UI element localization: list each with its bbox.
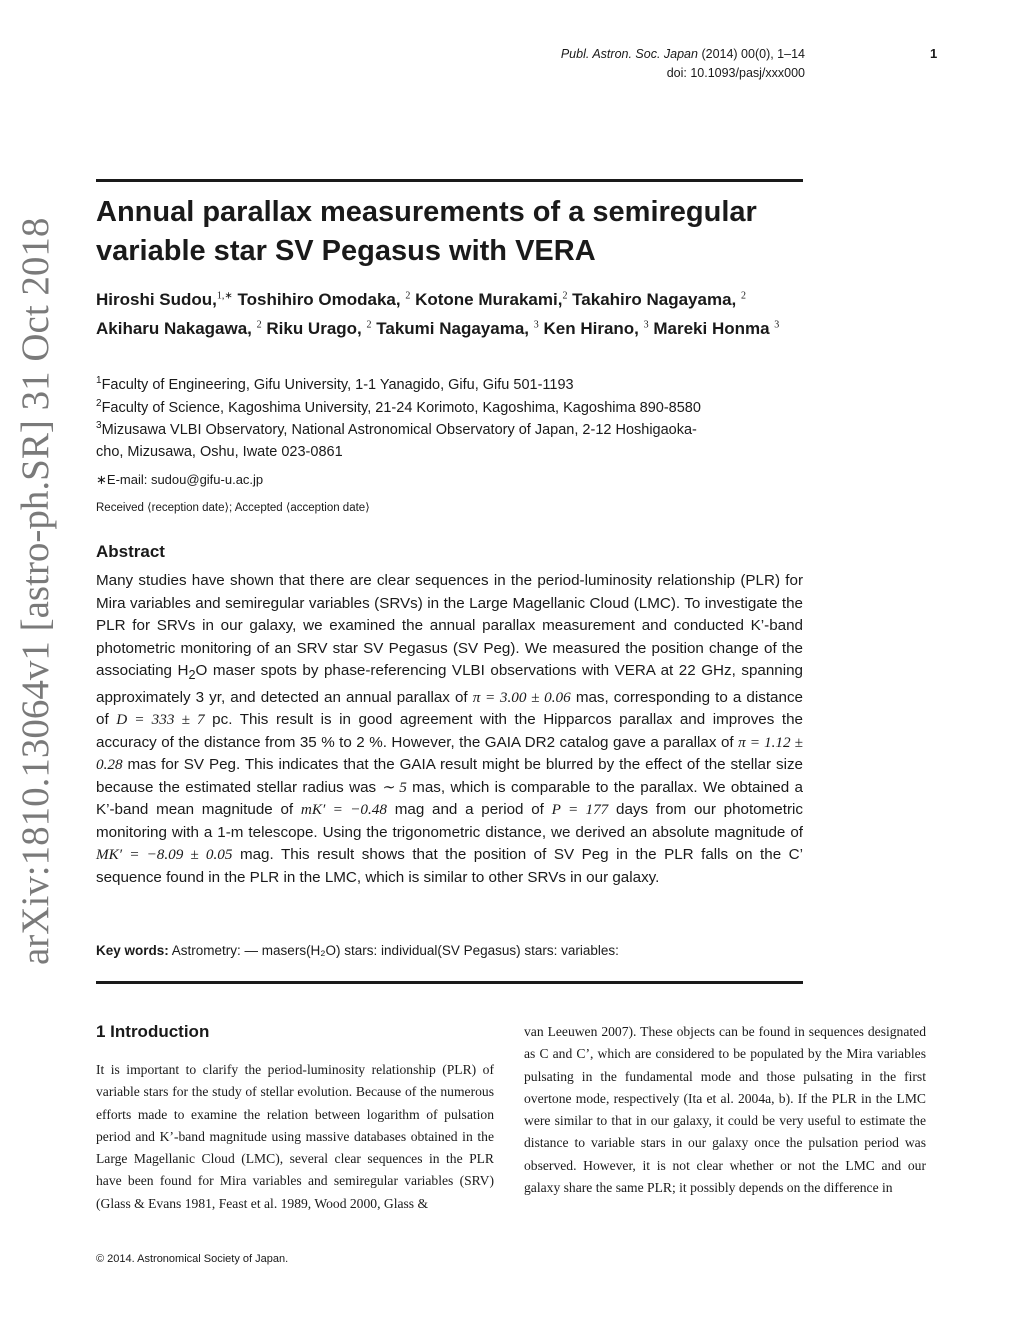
author: Riku Urago, $^2$	[266, 319, 372, 339]
abstract-heading: Abstract	[96, 542, 165, 561]
author: Kotone Murakami,$^2$	[415, 289, 568, 309]
section-heading: 1 Introduction	[96, 1022, 210, 1041]
keywords-text: Astrometry: — masers(H₂O) stars: individual(SV Pegasus) stars: variables:	[171, 943, 619, 958]
gaia-parallax-value: π = 1.12 ± 0.28	[96, 733, 803, 774]
copyright: © 2014. Astronomical Society of Japan.	[96, 1253, 289, 1265]
affiliation-1: $^1$Faculty of Engineering, Gifu University, 1-1 Yanagido, Gifu, Gifu 501-1193	[96, 375, 574, 393]
paper-title: Annual parallax measurements of a semiregular variable star SV Pegasus with VERA	[96, 196, 757, 267]
author: Hiroshi Sudou,$^{1,∗}$	[96, 289, 233, 309]
author: Toshihiro Omodaka, $^2$	[237, 289, 411, 309]
email: ∗E-mail: sudou@gifu-u.ac.jp	[96, 472, 264, 487]
bottom-rule	[96, 981, 803, 984]
parallax-value: π = 3.00 ± 0.06	[472, 688, 571, 706]
intro-column-right: van Leeuwen 2007). These objects can be found in sequences designated as C and C’, which are considered to be populated by the Mira variables pulsating in the fundamental mode and those pulsating in the first overtone mode, respectively (Ita et al. 2004a, b). If the PLR in the LMC were similar to that in our galaxy, it could be very useful to estimate the distance to variable stars in our galaxy once the pulsation period was observed. However, it is not clear whether or not the LMC and our galaxy share the same PLR; it possibly depends on the difference in	[524, 1024, 926, 1196]
intro-column-left: It is important to clarify the period-luminosity relationship (PLR) of variable stars for the study of stellar evolution. Because of the numerous efforts made to examine the relation between logarithm of pulsation period and K’-band magnitude using massive databases obtained in the Large Magellanic Cloud (LMC), several clear sequences in the PLR have been found for Mira variables and semiregular variables (SRV) (Glass & Evans 1981, Feast et al. 1989, Wood 2000, Glass &	[96, 1062, 494, 1211]
radius-value: ∼ 5	[381, 778, 407, 796]
arxiv-stamp	[12, 217, 60, 965]
page-number: 1	[930, 46, 938, 61]
journal-name: Publ. Astron. Soc. Japan	[560, 47, 698, 61]
doi: doi: 10.1093/pasj/xxx000	[666, 66, 805, 80]
author: Mareki Honma $^3$	[653, 319, 780, 339]
author: Ken Hirano, $^3$	[543, 319, 649, 339]
affiliation-2: $^2$Faculty of Science, Kagoshima University, 21-24 Korimoto, Kagoshima, Kagoshima 890-8580	[96, 398, 701, 416]
author: Akiharu Nakagawa, $^2$	[96, 319, 262, 339]
received-dates: Received ⟨reception date⟩; Accepted ⟨acception date⟩	[96, 502, 370, 514]
journal-citation: (2014) 00(0), 1–14	[701, 47, 805, 61]
author: Takahiro Nagayama, $^2$	[572, 289, 746, 309]
author: Takumi Nagayama, $^3$	[376, 319, 539, 339]
affiliation-3: $^3$Mizusawa VLBI Observatory, National Astronomical Observatory of Japan, 2-12 Hoshigaoka-cho, Mizusawa, Oshu, Iwate 023-0861	[96, 420, 697, 460]
distance-value: D = 333 ± 7	[116, 711, 205, 729]
journal-header	[520, 46, 805, 63]
arxiv-stamp-text: arXiv:1810.13064v1 [astro-ph.SR] 31 Oct 2018	[14, 217, 57, 965]
absolute-magnitude-value: MK′ = −8.09 ± 0.05	[96, 846, 233, 864]
top-rule	[96, 179, 803, 182]
author-list	[96, 283, 806, 342]
abstract-body: Many studies have shown that there are clear sequences in the period-luminosity relationship (PLR) for Mira variables and semiregular variables (SRVs) in the Large Magellanic Cloud (LMC). To investigate the PLR for SRVs in our galaxy, we examined the annual parallax measurement and conducted K’-band photometric monitoring of an SRV star SV Pegasus (SV Peg). We measured the position change of the associating $H_2O$ maser spots by phase-referencing VLBI observations with VERA at 22 GHz, spanning approximately 3 yr, and detected an annual parallax of π = 3.00 ± 0.06 mas, corresponding to a distance of D = 333 ± 7 pc. This result is in good agreement with the Hipparcos parallax and improves the accuracy of the distance from 35 % to 2 %. However, the GAIA DR2 catalog gave a parallax of π = 1.12 ± 0.28 mas for SV Peg. This indicates that the GAIA result might be blurred by the effect of the stellar size because the estimated stellar radius was ∼ 5 mas, which is comparable to the parallax. We obtained a K’-band mean magnitude of mK′ = −0.48 mag and a period of P = 177 days from our photometric monitoring with a 1-m telescope. Using the trigonometric distance, we derived an absolute magnitude of MK′ = −8.09 ± 0.05 mag. This result shows that the position of SV Peg in the PLR falls on the C’ sequence found in the PLR in the LMC, which is similar to other SRVs in our galaxy.	[96, 572, 804, 886]
mean-magnitude-value: mK′ = −0.48	[300, 801, 387, 819]
keywords-label: Key words:	[96, 943, 169, 958]
keywords	[96, 943, 803, 958]
period-value: P = 177	[551, 801, 609, 819]
